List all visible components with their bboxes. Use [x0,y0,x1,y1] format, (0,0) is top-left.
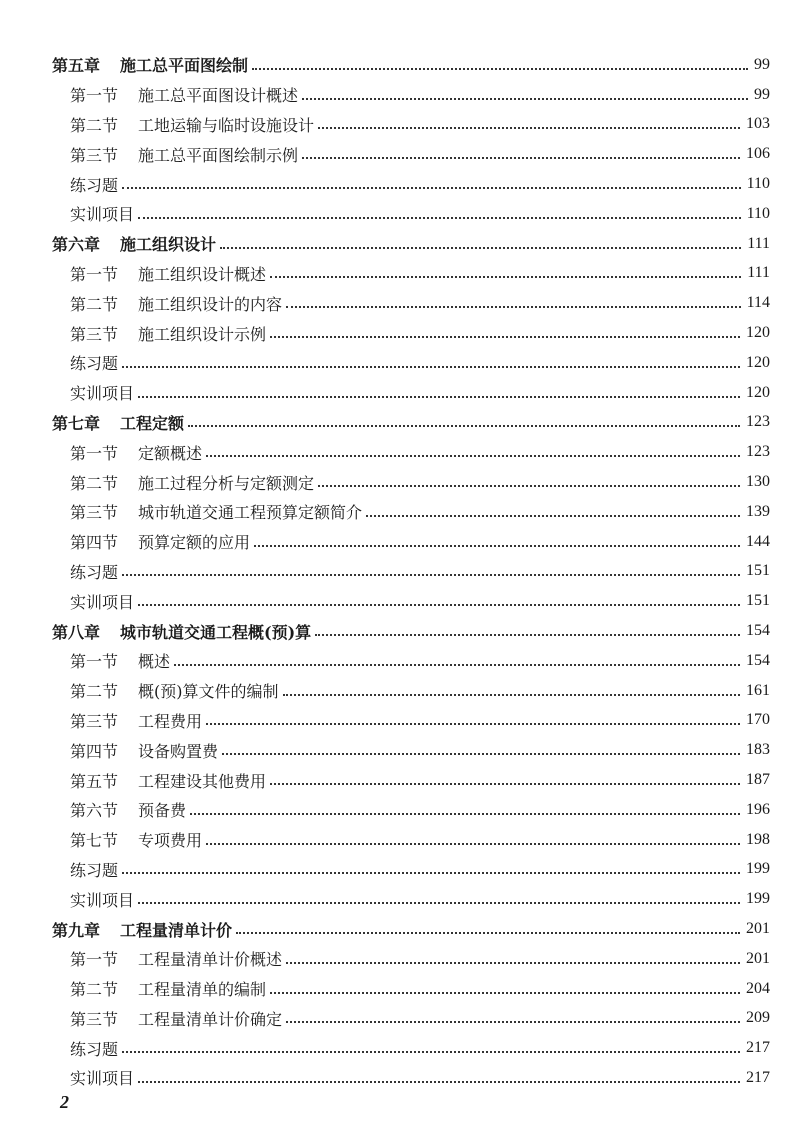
toc-entry-title: 工程量清单计价概述 [138,950,283,970]
toc-section-row [0,884,790,914]
toc-entry-page: 130 [746,473,770,491]
toc-entry-title: 施工过程分析与定额测定 [138,473,315,493]
toc-entry-number: 第三节 [70,145,119,165]
dot-leader [174,664,740,666]
toc-entry-page: 123 [746,443,770,461]
toc-entry-title: 施工总平面图设计概述 [138,86,299,106]
toc-entry-label [70,769,266,792]
toc-entry-label [70,322,266,345]
toc-entry-number: 第四节 [70,533,119,553]
dot-leader [206,455,740,457]
toc-entry-title: 专项费用 [138,831,203,851]
toc-entry-page: 139 [746,502,770,520]
toc-entry-page: 217 [746,1039,770,1057]
toc-entry-title: 施工总平面图绘制 [120,56,249,76]
dot-leader [138,217,741,219]
dot-leader [283,694,740,696]
toc-section-row [0,110,790,140]
toc-section-row [0,557,790,587]
toc-entry-number: 第二节 [70,115,119,135]
toc-entry-page: 151 [746,562,770,580]
toc-entry-title: 实训项目 [70,890,135,910]
toc-entry-label [70,977,266,1000]
toc-entry-page: 99 [754,85,770,103]
toc-section-row [0,855,790,885]
toc-entry-label [70,381,134,404]
toc-entry-number: 第一节 [70,652,119,672]
toc-section-row [0,288,790,318]
toc-entry-page: 120 [746,353,770,371]
toc-entry-title: 工程定额 [120,413,185,433]
toc-section-row [0,259,790,289]
toc-section-row [0,586,790,616]
toc-entry-label [52,918,232,941]
dot-leader [138,604,740,606]
toc-chapter-row [0,229,790,259]
toc-chapter-row [0,408,790,438]
toc-entry-number: 第七节 [70,831,119,851]
toc-entry-title: 练习题 [70,860,119,880]
toc-entry-number: 第二节 [70,980,119,1000]
toc-entry-label [52,232,216,255]
toc-entry-label [70,202,134,225]
toc-entry-page: 144 [746,532,770,550]
toc-entry-title: 实训项目 [70,592,135,612]
toc-entry-page: 111 [747,264,770,282]
toc-entry-label [70,262,266,285]
toc-entry-title: 工程费用 [138,711,203,731]
dot-leader [220,247,741,249]
toc-entry-title: 练习题 [70,354,119,374]
toc-entry-page: 110 [746,175,770,193]
toc-section-row [0,1063,790,1093]
toc-entry-label [70,709,202,732]
toc-entry-title: 练习题 [70,1039,119,1059]
toc-section-row [0,467,790,497]
dot-leader [366,515,740,517]
toc-entry-label [70,739,218,762]
toc-entry-page: 183 [746,741,770,759]
toc-entry-number: 第三节 [70,711,119,731]
toc-entry-title: 工程建设其他费用 [138,771,267,791]
dot-leader [138,902,740,904]
toc-entry-page: 170 [746,711,770,729]
dot-leader [122,574,740,576]
toc-entry-number: 第三节 [70,324,119,344]
toc-entry-page: 151 [746,592,770,610]
dot-leader [315,634,740,636]
toc-entry-label [70,1007,282,1030]
toc-section-row [0,735,790,765]
toc-chapter-row [0,914,790,944]
toc-entry-label [70,1037,118,1060]
toc-entry-page: 111 [747,234,770,252]
toc-entry-title: 练习题 [70,175,119,195]
toc-entry-title: 定额概述 [138,443,203,463]
toc-entry-page: 120 [746,383,770,401]
toc-entry-label [70,590,134,613]
toc-entry-number: 第六章 [52,235,101,255]
toc-entry-number: 第五章 [52,56,101,76]
toc-entry-title: 施工组织设计概述 [138,264,267,284]
toc-entry-label [70,173,118,196]
toc-section-row [0,378,790,408]
dot-leader [206,723,740,725]
toc-entry-title: 预备费 [138,801,187,821]
toc-entry-title: 施工总平面图绘制示例 [138,145,299,165]
toc-chapter-row [0,50,790,80]
toc-entry-label [70,888,134,911]
toc-entry-page: 154 [746,651,770,669]
toc-entry-page: 187 [746,771,770,789]
page-number: 2 [60,1092,69,1112]
toc-section-row [0,1033,790,1063]
toc-entry-title: 概述 [138,652,171,672]
toc-section-row [0,1004,790,1034]
toc-entry-page: 114 [746,294,770,312]
toc-entry-page: 123 [746,413,770,431]
toc-entry-number: 第二节 [70,294,119,314]
toc-entry-label [70,560,118,583]
dot-leader [138,396,740,398]
table-of-contents [0,50,790,1093]
toc-entry-page: 199 [746,860,770,878]
toc-entry-number: 第九章 [52,920,101,940]
toc-entry-number: 第三节 [70,503,119,523]
dot-leader [270,276,741,278]
toc-entry-page: 198 [746,830,770,848]
toc-entry-page: 217 [746,1068,770,1086]
toc-section-row [0,497,790,527]
dot-leader [270,336,740,338]
toc-entry-title: 施工组织设计的内容 [138,294,283,314]
toc-entry-label [70,471,314,494]
toc-entry-title: 实训项目 [70,205,135,225]
toc-entry-title: 实训项目 [70,384,135,404]
toc-section-row [0,765,790,795]
toc-entry-page: 120 [746,324,770,342]
dot-leader [286,962,740,964]
toc-entry-label [70,858,118,881]
dot-leader [122,872,740,874]
toc-entry-label [70,679,279,702]
toc-section-row [0,944,790,974]
toc-entry-page: 106 [746,145,770,163]
toc-section-row [0,318,790,348]
toc-entry-label [52,53,248,76]
toc-entry-title: 设备购置费 [138,741,219,761]
dot-leader [138,1081,740,1083]
toc-entry-label [70,649,170,672]
toc-entry-label [70,947,282,970]
toc-entry-label [70,143,298,166]
toc-section-row [0,706,790,736]
toc-entry-page: 204 [746,979,770,997]
toc-entry-title: 工地运输与临时设施设计 [138,115,315,135]
dot-leader [190,813,740,815]
toc-entry-title: 城市轨道交通工程概(预)算 [120,622,312,642]
toc-entry-number: 第八章 [52,622,101,642]
dot-leader [302,98,748,100]
dot-leader [302,157,740,159]
toc-entry-number: 第一节 [70,86,119,106]
toc-entry-title: 工程量清单的编制 [138,980,267,1000]
toc-entry-number: 第六节 [70,801,119,821]
toc-entry-title: 施工组织设计 [120,235,217,255]
toc-entry-label [70,351,118,374]
toc-entry-title: 工程量清单计价确定 [138,1009,283,1029]
toc-entry-page: 209 [746,1009,770,1027]
dot-leader [286,306,741,308]
toc-entry-label [70,1066,134,1089]
toc-entry-page: 99 [754,55,770,73]
toc-entry-label [70,83,298,106]
dot-leader [286,1021,740,1023]
toc-entry-label [70,292,282,315]
toc-entry-label [70,828,202,851]
toc-entry-number: 第一节 [70,443,119,463]
toc-section-row [0,646,790,676]
dot-leader [188,425,740,427]
toc-entry-title: 练习题 [70,562,119,582]
dot-leader [236,932,740,934]
toc-entry-page: 161 [746,681,770,699]
dot-leader [122,1051,740,1053]
toc-entry-label [70,441,202,464]
dot-leader [222,753,740,755]
dot-leader [122,187,741,189]
toc-entry-title: 概(预)算文件的编制 [138,682,279,702]
toc-entry-title: 城市轨道交通工程预算定额简介 [138,503,363,523]
dot-leader [270,992,740,994]
toc-chapter-row [0,616,790,646]
toc-entry-label [70,113,314,136]
dot-leader [254,545,740,547]
toc-section-row [0,825,790,855]
toc-entry-title: 施工组织设计示例 [138,324,267,344]
toc-entry-title: 工程量清单计价 [120,920,233,940]
toc-entry-number: 第一节 [70,264,119,284]
toc-entry-number: 第二节 [70,473,119,493]
toc-section-row [0,527,790,557]
toc-entry-label [52,411,184,434]
toc-entry-label [70,530,250,553]
toc-entry-number: 第四节 [70,741,119,761]
dot-leader [206,843,740,845]
toc-entry-label [70,798,186,821]
toc-entry-page: 103 [746,115,770,133]
toc-section-row [0,169,790,199]
dot-leader [318,485,740,487]
toc-entry-number: 第二节 [70,682,119,702]
toc-entry-page: 154 [746,622,770,640]
toc-section-row [0,437,790,467]
toc-entry-number: 第三节 [70,1009,119,1029]
dot-leader [252,68,748,70]
toc-section-row [0,199,790,229]
toc-entry-label [70,500,362,523]
toc-entry-page: 201 [746,949,770,967]
toc-entry-page: 199 [746,890,770,908]
dot-leader [122,366,740,368]
toc-entry-number: 第五节 [70,771,119,791]
toc-section-row [0,676,790,706]
toc-entry-number: 第一节 [70,950,119,970]
toc-entry-title: 实训项目 [70,1069,135,1089]
toc-section-row [0,139,790,169]
toc-entry-page: 110 [746,204,770,222]
toc-section-row [0,348,790,378]
toc-section-row [0,795,790,825]
toc-entry-page: 196 [746,800,770,818]
toc-entry-page: 201 [746,920,770,937]
dot-leader [270,783,740,785]
dot-leader [318,127,740,129]
toc-entry-number: 第七章 [52,413,101,433]
toc-section-row [0,974,790,1004]
toc-section-row [0,80,790,110]
toc-entry-title: 预算定额的应用 [138,533,251,553]
toc-entry-label [52,620,311,643]
